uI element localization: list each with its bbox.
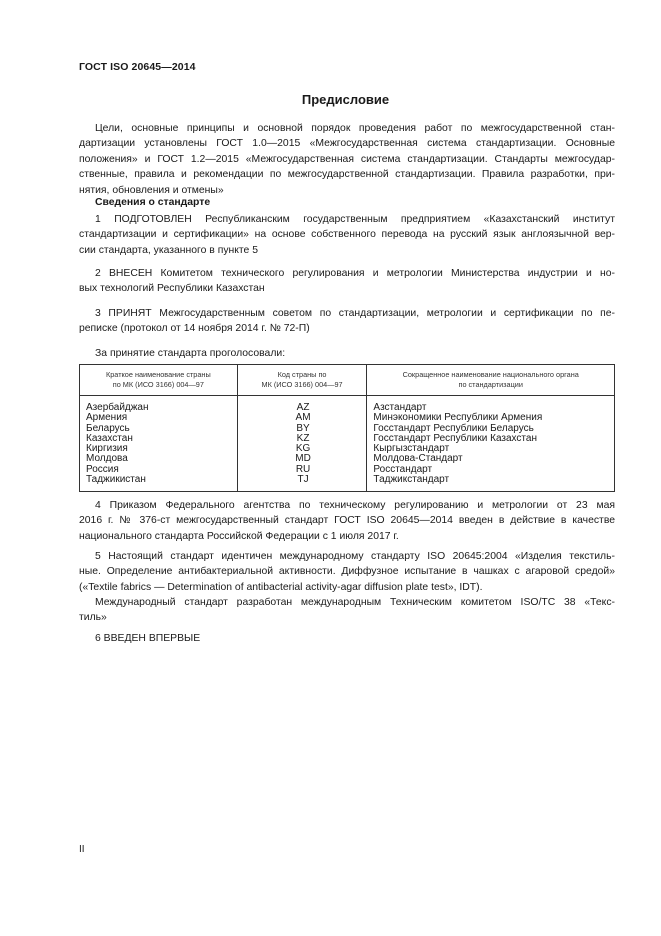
- column-header: [80, 365, 238, 396]
- text-line: 5 Настоящий стандарт идентичен международному стандарту ISO 20645:2004 «Изделия текстиль-: [95, 551, 615, 562]
- item-5-note-paragraph: [79, 595, 615, 626]
- table-body-row: [80, 396, 615, 492]
- text-line: ные. Определение антибактериальной активности. Диффузное испытание в чашках с агаровой средой»: [79, 566, 615, 578]
- voting-table: [79, 364, 615, 492]
- item-1-paragraph: [79, 212, 615, 258]
- body-cell: Росстандарт: [373, 463, 433, 475]
- text-line: 2 ВНЕСЕН Комитетом технического регулирования и метрологии Министерства индустрии и но-: [95, 268, 615, 279]
- text-line: сии стандарта, указанного в пункте 5: [79, 244, 259, 256]
- text-line: реписке (протокол от 14 ноября 2014 г. № 72-П): [79, 323, 310, 335]
- text-line: 1 ПОДГОТОВЛЕН Республиканским государственным предприятием «Казахстанский институт: [95, 214, 615, 225]
- code-cell: TJ: [297, 474, 309, 486]
- country-cell: Беларусь: [86, 422, 130, 434]
- intro-paragraph: [79, 121, 615, 198]
- text-line: Цели, основные принципы и основной порядок проведения работ по межгосударственной стан-: [95, 123, 615, 134]
- country-cell: Таджикистан: [86, 474, 146, 486]
- header-line: Код страны по: [277, 370, 327, 379]
- body-cell: Молдова-Стандарт: [373, 453, 463, 465]
- text-line: вых технологий Республики Казахстан: [79, 283, 265, 295]
- text-line: 3 ПРИНЯТ Межгосударственным советом по стандартизации, метрологии и сертификации по пе-: [95, 308, 615, 319]
- text-line: Международный стандарт разработан международным Техническим комитетом ISO/TC 38 «Текс-: [95, 597, 615, 608]
- header-line: по МК (ИСО 3166) 004—97: [112, 380, 204, 389]
- country-cell: Казахстан: [86, 432, 133, 444]
- table-header-row: [80, 365, 615, 396]
- code-cell: KZ: [296, 432, 310, 444]
- column-header: [237, 365, 367, 396]
- page-title: Предисловие: [301, 92, 390, 107]
- body-cell: Госстандарт Республики Беларусь: [373, 422, 534, 434]
- body-cell: Азстандарт: [373, 402, 427, 413]
- code-cell: BY: [296, 422, 310, 434]
- text-line: 4 Приказом Федерального агентства по техническому регулированию и метрологии от 23 мая: [95, 500, 615, 511]
- body-column: [367, 396, 615, 492]
- country-cell: Армения: [86, 412, 128, 424]
- code-column: [237, 396, 367, 492]
- text-line: национального стандарта Российской Федерации с 1 июля 2017 г.: [79, 530, 399, 542]
- country-cell: Азербайджан: [86, 402, 149, 413]
- text-line: стандартизации и сертификации» на основе собственного перевода на русский язык англоязычной вер-: [79, 229, 615, 241]
- section-heading: Сведения о стандарте: [95, 197, 211, 208]
- country-column: [80, 396, 238, 492]
- body-cell: Минэкономики Республики Армения: [373, 412, 543, 424]
- item-2-paragraph: [79, 266, 615, 297]
- text-line: положения» и ГОСТ 1.2—2015 «Межгосударственная система стандартизации. Стандарты межгосудар-: [79, 153, 615, 165]
- header-line: по стандартизации: [458, 380, 523, 389]
- code-cell: AM: [295, 412, 311, 424]
- text-line: тиль»: [79, 612, 107, 624]
- column-header: [367, 365, 615, 396]
- country-cell: Молдова: [86, 453, 128, 465]
- item-6-text: 6 ВВЕДЕН ВПЕРВЫЕ: [95, 633, 201, 644]
- code-cell: RU: [295, 463, 311, 475]
- item-5-paragraph: [79, 549, 615, 595]
- item-3-paragraph: [79, 306, 615, 337]
- header-line: Краткое наименование страны: [105, 370, 211, 379]
- text-line: дартизации установлены ГОСТ 1.0—2015 «Межгосударственная система стандартизации. Основные: [79, 138, 615, 150]
- text-line: 2016 г. № 376-ст межгосударственный стандарт ГОСТ ISO 20645—2014 введен в действие в качестве: [79, 515, 615, 527]
- text-line: («Textile fabrics — Determination of antibacterial activity-agar diffusion plate test», IDT).: [79, 581, 483, 593]
- vote-caption: За принятие стандарта проголосовали:: [95, 348, 286, 359]
- document-header-id: ГОСТ ISO 20645—2014: [79, 61, 196, 73]
- country-cell: Киргизия: [86, 443, 128, 455]
- text-line: нятия, обновления и отмены»: [79, 184, 224, 196]
- body-cell: Кыргызстандарт: [373, 443, 450, 455]
- code-cell: AZ: [296, 402, 310, 413]
- item-4-paragraph: [79, 498, 615, 544]
- page-number: II: [79, 844, 85, 855]
- text-line: ственные, правила и рекомендации по межгосударственной стандартизации. Правила разработки, при-: [79, 169, 615, 181]
- body-cell: Таджикстандарт: [373, 474, 450, 486]
- header-line: Сокращенное наименование национального органа: [402, 370, 579, 379]
- header-line: МК (ИСО 3166) 004—97: [261, 380, 343, 389]
- country-cell: Россия: [86, 463, 119, 475]
- body-cell: Госстандарт Республики Казахстан: [373, 432, 537, 444]
- code-cell: KG: [295, 443, 311, 455]
- code-cell: MD: [295, 453, 311, 465]
